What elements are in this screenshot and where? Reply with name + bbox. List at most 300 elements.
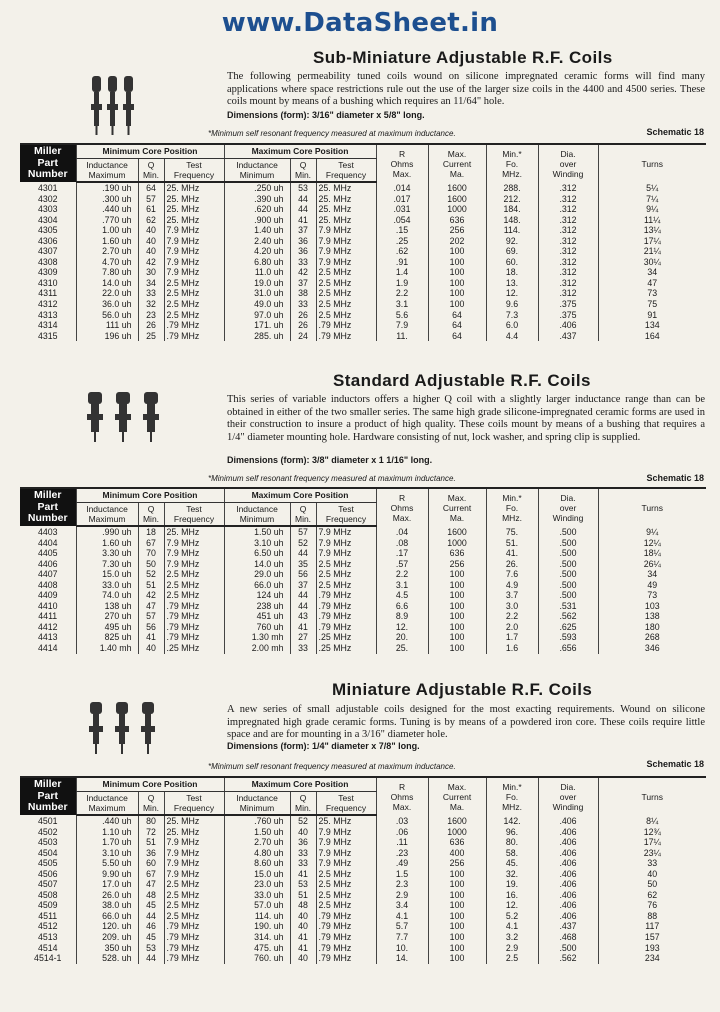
- diameter-cell: .500: [538, 569, 598, 580]
- resistance-ohms-cell: 3.1: [376, 580, 428, 591]
- q-min-max-pos-cell: 37: [290, 580, 316, 591]
- header-test-frequency: [164, 791, 224, 815]
- inductance-min-cell: 57.0 uh: [224, 900, 290, 911]
- self-resonant-freq-cell: 26.: [486, 559, 538, 570]
- part-number-cell: 4411: [38, 611, 58, 622]
- test-frequency-max-pos-cell: .79 MHz: [316, 622, 376, 633]
- diameter-cell: .312: [538, 267, 598, 278]
- header-diameter: [538, 777, 598, 815]
- q-min-max-pos-cell: 26: [290, 320, 316, 331]
- header-part-number: [20, 777, 76, 815]
- table-row: [20, 890, 706, 901]
- q-min-max-pos-cell: 40: [290, 827, 316, 838]
- test-frequency-max-pos-cell: 25. MHz: [316, 815, 376, 827]
- turns-cell: 9¼: [598, 204, 706, 215]
- self-resonant-freq-cell: 7.3: [486, 310, 538, 321]
- part-number-cell: 4413: [37, 632, 58, 643]
- header-text: Miller: [34, 489, 62, 502]
- max-current-cell: 100: [428, 611, 486, 622]
- q-min-max-pos-cell: 40: [290, 953, 316, 964]
- turns-cell: 47: [598, 278, 706, 289]
- inductance-max-cell: 4.70 uh: [76, 257, 138, 268]
- part-number-cell: 4307: [37, 246, 58, 257]
- turns-cell: 18¼: [598, 548, 706, 559]
- turns-cell: 11¼: [598, 215, 706, 226]
- header-text: Max.: [392, 168, 412, 179]
- diameter-cell: .406: [538, 879, 598, 890]
- inductance-min-cell: 238 uh: [224, 601, 290, 612]
- q-min-max-pos-cell: 26: [290, 310, 316, 321]
- header-text: Number: [27, 168, 68, 181]
- header-inductance-max: [76, 791, 138, 815]
- q-min-cell: 44: [138, 953, 164, 964]
- inductance-min-cell: 114. uh: [224, 911, 290, 922]
- header-text: Min.*: [502, 781, 522, 792]
- schematic-ref: Schematic 18: [646, 759, 704, 769]
- inductance-max-cell: .440 uh: [76, 204, 138, 215]
- inductance-max-cell: 3.30 uh: [76, 548, 138, 559]
- q-min-max-pos-cell: 44: [290, 548, 316, 559]
- header-text: R: [398, 781, 406, 792]
- test-frequency-cell: .79 MHz: [164, 622, 224, 633]
- header-text: Dia.: [560, 148, 576, 159]
- turns-cell: 5¼: [598, 182, 706, 194]
- part-number-cell: 4511: [38, 910, 58, 921]
- inductance-min-cell: 97.0 uh: [224, 310, 290, 321]
- part-number-cell: 4313: [37, 309, 58, 320]
- self-resonant-freq-cell: 9.6: [486, 299, 538, 310]
- inductance-max-cell: 36.0 uh: [76, 299, 138, 310]
- test-frequency-cell: 2.5 MHz: [164, 911, 224, 922]
- self-resonant-freq-cell: 58.: [486, 848, 538, 859]
- turns-cell: 134: [598, 320, 706, 331]
- test-frequency-max-pos-cell: 2.5 MHz: [316, 900, 376, 911]
- self-resonant-freq-cell: 2.9: [486, 943, 538, 954]
- max-current-cell: 1600: [428, 815, 486, 827]
- diameter-cell: .562: [538, 953, 598, 964]
- resistance-ohms-cell: 14.: [376, 953, 428, 964]
- part-number-cell: 4414: [37, 643, 58, 654]
- test-frequency-cell: .79 MHz: [164, 953, 224, 964]
- header-text: Inductance: [236, 792, 278, 803]
- inductance-min-cell: 49.0 uh: [224, 299, 290, 310]
- part-number-cell: 4302: [37, 193, 58, 204]
- inductance-min-cell: 124 uh: [224, 590, 290, 601]
- resistance-ohms-cell: .06: [376, 827, 428, 838]
- resistance-ohms-cell: 1.9: [376, 278, 428, 289]
- inductance-max-cell: 15.0 uh: [76, 569, 138, 580]
- inductance-max-cell: .770 uh: [76, 215, 138, 226]
- inductance-min-cell: 6.50 uh: [224, 548, 290, 559]
- resistance-ohms-cell: 25.: [376, 643, 428, 654]
- part-number-cell: 4315: [37, 330, 58, 341]
- turns-cell: 180: [598, 622, 706, 633]
- q-min-max-pos-cell: 53: [290, 182, 316, 194]
- header-text: Min.*: [502, 148, 522, 159]
- diameter-cell: .406: [538, 890, 598, 901]
- max-current-cell: 1000: [428, 827, 486, 838]
- self-resonant-freq-cell: 4.1: [486, 921, 538, 932]
- inductance-max-cell: 196 uh: [76, 331, 138, 342]
- header-text: Frequency: [173, 802, 215, 813]
- diameter-cell: .312: [538, 236, 598, 247]
- test-frequency-max-pos-cell: 7.9 MHz: [316, 848, 376, 859]
- resistance-ohms-cell: 5.6: [376, 310, 428, 321]
- max-current-cell: 1600: [428, 526, 486, 538]
- max-current-cell: 100: [428, 257, 486, 268]
- part-number-cell: 4412: [37, 621, 58, 632]
- header-min-core-position: Minimum Core Position: [76, 488, 224, 502]
- header-text: over: [559, 791, 577, 802]
- diameter-cell: .531: [538, 601, 598, 612]
- part-number-cell: 4310: [37, 277, 58, 288]
- header-text: Frequency: [325, 513, 367, 524]
- inductance-max-cell: 2.70 uh: [76, 246, 138, 257]
- table-row: [20, 943, 706, 954]
- inductance-max-cell: 3.10 uh: [76, 848, 138, 859]
- inductance-max-cell: 5.50 uh: [76, 858, 138, 869]
- part-number-cell: 4314: [37, 320, 58, 331]
- max-current-cell: 202: [428, 236, 486, 247]
- self-resonant-freq-cell: 3.0: [486, 601, 538, 612]
- table-row: [20, 953, 706, 964]
- diameter-cell: .500: [538, 538, 598, 549]
- max-current-cell: 1000: [428, 204, 486, 215]
- resistance-ohms-cell: 10.: [376, 943, 428, 954]
- turns-cell: 33: [598, 858, 706, 869]
- resistance-ohms-cell: 8.9: [376, 611, 428, 622]
- part-number-cell: 4409: [37, 590, 58, 601]
- max-current-cell: 256: [428, 858, 486, 869]
- max-current-cell: 100: [428, 869, 486, 880]
- turns-cell: 23¼: [598, 848, 706, 859]
- q-min-cell: 40: [138, 246, 164, 257]
- turns-cell: 234: [598, 953, 706, 964]
- q-min-cell: 51: [138, 580, 164, 591]
- turns-cell: 50: [598, 879, 706, 890]
- section-title: Miniature Adjustable R.F. Coils: [332, 680, 593, 699]
- diameter-cell: .312: [538, 225, 598, 236]
- inductance-min-cell: 19.0 uh: [224, 278, 290, 289]
- header-text: Number: [27, 801, 68, 814]
- header-text: Test: [338, 503, 354, 514]
- q-min-max-pos-cell: 44: [290, 194, 316, 205]
- inductance-min-cell: 3.10 uh: [224, 538, 290, 549]
- resistance-ohms-cell: 20.: [376, 632, 428, 643]
- header-text: Turns: [641, 791, 663, 802]
- resistance-ohms-cell: .49: [376, 858, 428, 869]
- diameter-cell: .562: [538, 611, 598, 622]
- q-min-cell: 26: [138, 320, 164, 331]
- header-q-min: [138, 791, 164, 815]
- header-min-core-position: Minimum Core Position: [76, 144, 224, 158]
- header-text: over: [559, 158, 577, 169]
- inductance-min-cell: 29.0 uh: [224, 569, 290, 580]
- max-current-cell: 1600: [428, 182, 486, 194]
- q-min-cell: 62: [138, 215, 164, 226]
- q-min-max-pos-cell: 52: [290, 815, 316, 827]
- part-number-cell: 4309: [37, 267, 58, 278]
- test-frequency-cell: 25. MHz: [164, 815, 224, 827]
- turns-cell: 75: [598, 299, 706, 310]
- max-current-cell: 100: [428, 911, 486, 922]
- inductance-min-cell: 4.20 uh: [224, 246, 290, 257]
- resistance-ohms-cell: 11.: [376, 331, 428, 342]
- test-frequency-max-pos-cell: .79 MHz: [316, 320, 376, 331]
- header-text: Inductance: [86, 503, 128, 514]
- self-resonant-freq-cell: 60.: [486, 257, 538, 268]
- max-current-cell: 100: [428, 890, 486, 901]
- resistance-ohms-cell: 4.1: [376, 911, 428, 922]
- header-text: Test: [338, 792, 354, 803]
- q-min-cell: 46: [138, 921, 164, 932]
- schematic-ref: Schematic 18: [646, 127, 704, 137]
- diameter-cell: .468: [538, 932, 598, 943]
- part-number-cell: 4406: [37, 558, 58, 569]
- diameter-cell: .406: [538, 827, 598, 838]
- self-resonant-freq-cell: 75.: [486, 526, 538, 538]
- diameter-cell: .500: [538, 548, 598, 559]
- max-current-cell: 100: [428, 278, 486, 289]
- q-min-cell: 47: [138, 601, 164, 612]
- header-text: MHz.: [502, 168, 522, 179]
- diameter-cell: .406: [538, 911, 598, 922]
- test-frequency-max-pos-cell: 2.5 MHz: [316, 278, 376, 289]
- resistance-ohms-cell: .04: [376, 526, 428, 538]
- part-number-cell: 4505: [37, 858, 58, 869]
- q-min-cell: 32: [138, 299, 164, 310]
- max-current-cell: 100: [428, 943, 486, 954]
- test-frequency-max-pos-cell: 7.9 MHz: [316, 548, 376, 559]
- inductance-min-cell: 760. uh: [224, 953, 290, 964]
- q-min-cell: 40: [138, 225, 164, 236]
- test-frequency-cell: 2.5 MHz: [164, 900, 224, 911]
- header-text: Min.: [142, 169, 160, 180]
- section-intro: A new series of small adjustable coils designed for the most exacting requirements. Wound on silicone impregnated high grade ceramic forms. Tuning is by means of a powdered iron core. These coils require little space and are for mounting in a 3/16" diameter hole.: [227, 704, 705, 741]
- resistance-ohms-cell: 3.4: [376, 900, 428, 911]
- inductance-min-cell: .620 uh: [224, 204, 290, 215]
- inductance-max-cell: 22.0 uh: [76, 288, 138, 299]
- test-frequency-cell: 25. MHz: [164, 182, 224, 194]
- q-min-max-pos-cell: 41: [290, 215, 316, 226]
- diameter-cell: .312: [538, 194, 598, 205]
- resistance-ohms-cell: .031: [376, 204, 428, 215]
- test-frequency-max-pos-cell: 2.5 MHz: [316, 288, 376, 299]
- spec-table: [20, 776, 706, 964]
- resistance-ohms-cell: .11: [376, 837, 428, 848]
- max-current-cell: 100: [428, 601, 486, 612]
- q-min-cell: 36: [138, 848, 164, 859]
- header-text: Fo.: [505, 791, 519, 802]
- max-current-cell: 100: [428, 267, 486, 278]
- header-text: Min.: [142, 513, 160, 524]
- test-frequency-cell: 7.9 MHz: [164, 267, 224, 278]
- test-frequency-cell: 7.9 MHz: [164, 548, 224, 559]
- header-text: Inductance: [86, 792, 128, 803]
- header-text: Q: [299, 159, 307, 170]
- inductance-max-cell: 74.0 uh: [76, 590, 138, 601]
- self-resonant-freq-cell: 80.: [486, 837, 538, 848]
- header-text: Test: [186, 159, 202, 170]
- header-text: Minimum: [239, 169, 275, 180]
- part-number-cell: 4504: [37, 847, 58, 858]
- test-frequency-max-pos-cell: 7.9 MHz: [316, 526, 376, 538]
- max-current-cell: 100: [428, 953, 486, 964]
- diameter-cell: .500: [538, 526, 598, 538]
- turns-cell: 103: [598, 601, 706, 612]
- q-min-cell: 34: [138, 278, 164, 289]
- self-resonant-freq-cell: 4.9: [486, 580, 538, 591]
- diameter-cell: .656: [538, 643, 598, 654]
- inductance-min-cell: .250 uh: [224, 182, 290, 194]
- header-text: Part: [37, 789, 58, 802]
- test-frequency-max-pos-cell: 7.9 MHz: [316, 236, 376, 247]
- self-resonant-freq-cell: 1.7: [486, 632, 538, 643]
- inductance-max-cell: 111 uh: [76, 320, 138, 331]
- test-frequency-cell: .79 MHz: [164, 921, 224, 932]
- test-frequency-max-pos-cell: 7.9 MHz: [316, 538, 376, 549]
- inductance-min-cell: 8.60 uh: [224, 858, 290, 869]
- diameter-cell: .312: [538, 204, 598, 215]
- self-resonant-freq-cell: 212.: [486, 194, 538, 205]
- test-frequency-cell: 7.9 MHz: [164, 538, 224, 549]
- turns-cell: 268: [598, 632, 706, 643]
- inductance-max-cell: .300 uh: [76, 194, 138, 205]
- max-current-cell: 100: [428, 643, 486, 654]
- footnote: *Minimum self resonant frequency measured at maximum inductance.: [208, 474, 456, 483]
- test-frequency-max-pos-cell: 7.9 MHz: [316, 225, 376, 236]
- part-number-cell: 4503: [37, 837, 58, 848]
- part-number-cell: 4501: [37, 815, 58, 826]
- max-current-cell: 1000: [428, 538, 486, 549]
- header-text: Number: [27, 512, 68, 525]
- max-current-cell: 100: [428, 932, 486, 943]
- header-inductance-min: [224, 791, 290, 815]
- resistance-ohms-cell: 2.9: [376, 890, 428, 901]
- turns-cell: 62: [598, 890, 706, 901]
- q-min-max-pos-cell: 36: [290, 236, 316, 247]
- part-number-cell: 4405: [37, 548, 58, 559]
- turns-cell: 73: [598, 590, 706, 601]
- self-resonant-freq-cell: 12.: [486, 900, 538, 911]
- q-min-max-pos-cell: 27: [290, 632, 316, 643]
- test-frequency-cell: 7.9 MHz: [164, 848, 224, 859]
- section-intro: This series of variable inductors offers a higher Q coil with a slightly larger inductance range than can be obtained in either of the two smaller series. The same high grade silicone-impregnated ceramic forms are used in their construction to insure a product of high quality. These coils mount by means of a bushing that requires a 1/4" diameter mounting hole. Hardware consisting of nut, lock washer, and spring clip is supplied.: [227, 394, 705, 443]
- header-text: Inductance: [236, 159, 278, 170]
- turns-cell: 34: [598, 569, 706, 580]
- turns-cell: 17¼: [598, 236, 706, 247]
- test-frequency-cell: 2.5 MHz: [164, 590, 224, 601]
- test-frequency-cell: 2.5 MHz: [164, 310, 224, 321]
- self-resonant-freq-cell: 3.7: [486, 590, 538, 601]
- header-text: R: [398, 148, 406, 159]
- test-frequency-max-pos-cell: 7.9 MHz: [316, 858, 376, 869]
- self-resonant-freq-cell: 7.6: [486, 569, 538, 580]
- max-current-cell: 100: [428, 580, 486, 591]
- q-min-cell: 23: [138, 310, 164, 321]
- inductance-min-cell: 2.40 uh: [224, 236, 290, 247]
- resistance-ohms-cell: .017: [376, 194, 428, 205]
- inductance-max-cell: 14.0 uh: [76, 278, 138, 289]
- test-frequency-max-pos-cell: 25. MHz: [316, 194, 376, 205]
- inductance-min-cell: 2.00 mh: [224, 643, 290, 654]
- part-number-cell: 4506: [37, 868, 58, 879]
- header-text: Maximum: [88, 802, 126, 813]
- q-min-cell: 67: [138, 538, 164, 549]
- table-row: [20, 900, 706, 911]
- header-text: Ohms: [390, 502, 414, 513]
- resistance-ohms-cell: .054: [376, 215, 428, 226]
- q-min-cell: 57: [138, 611, 164, 622]
- self-resonant-freq-cell: 19.: [486, 879, 538, 890]
- test-frequency-max-pos-cell: .79 MHz: [316, 932, 376, 943]
- header-text: Max.: [392, 512, 412, 523]
- part-number-cell: 4404: [37, 537, 58, 548]
- q-min-max-pos-cell: 41: [290, 943, 316, 954]
- test-frequency-max-pos-cell: .79 MHz: [316, 953, 376, 964]
- test-frequency-max-pos-cell: 2.5 MHz: [316, 569, 376, 580]
- turns-cell: 21¼: [598, 246, 706, 257]
- test-frequency-cell: .79 MHz: [164, 632, 224, 643]
- test-frequency-cell: 7.9 MHz: [164, 236, 224, 247]
- inductance-max-cell: 528. uh: [76, 953, 138, 964]
- header-text: Miller: [34, 778, 62, 791]
- header-text: Min.: [294, 513, 312, 524]
- header-text: Winding: [552, 168, 584, 179]
- self-resonant-freq-cell: 148.: [486, 215, 538, 226]
- inductance-min-cell: .390 uh: [224, 194, 290, 205]
- header-current: [428, 777, 486, 815]
- q-min-cell: 45: [138, 900, 164, 911]
- part-number-cell: 4403: [37, 526, 58, 537]
- test-frequency-cell: 25. MHz: [164, 526, 224, 538]
- q-min-cell: 56: [138, 622, 164, 633]
- header-text: Maximum: [88, 169, 126, 180]
- inductance-min-cell: 33.0 uh: [224, 890, 290, 901]
- q-min-cell: 72: [138, 827, 164, 838]
- test-frequency-cell: 7.9 MHz: [164, 559, 224, 570]
- header-test-frequency: [316, 791, 376, 815]
- q-min-cell: 64: [138, 182, 164, 194]
- section-title: Sub-Miniature Adjustable R.F. Coils: [313, 48, 613, 67]
- self-resonant-freq-cell: 96.: [486, 827, 538, 838]
- inductance-min-cell: 451 uh: [224, 611, 290, 622]
- part-number-cell: 4509: [37, 900, 58, 911]
- header-text: Ohms: [390, 158, 414, 169]
- table-row: [20, 921, 706, 932]
- q-min-cell: 48: [138, 890, 164, 901]
- header-max-core-position: Maximum Core Position: [224, 144, 376, 158]
- part-number-cell: 4303: [37, 204, 58, 215]
- max-current-cell: 256: [428, 559, 486, 570]
- test-frequency-cell: .79 MHz: [164, 331, 224, 342]
- q-min-max-pos-cell: 33: [290, 848, 316, 859]
- inductance-max-cell: 38.0 uh: [76, 900, 138, 911]
- header-text: Max.: [392, 801, 412, 812]
- header-max-core-position: Maximum Core Position: [224, 488, 376, 502]
- self-resonant-freq-cell: 32.: [486, 869, 538, 880]
- test-frequency-max-pos-cell: 2.5 MHz: [316, 267, 376, 278]
- dimensions: Dimensions (form): 3/16" diameter x 5/8" long.: [227, 110, 425, 120]
- test-frequency-max-pos-cell: 7.9 MHz: [316, 837, 376, 848]
- test-frequency-max-pos-cell: 2.5 MHz: [316, 890, 376, 901]
- turns-cell: 73: [598, 288, 706, 299]
- q-min-cell: 41: [138, 632, 164, 643]
- test-frequency-cell: 7.9 MHz: [164, 257, 224, 268]
- diameter-cell: .406: [538, 848, 598, 859]
- diameter-cell: .406: [538, 869, 598, 880]
- diameter-cell: .500: [538, 590, 598, 601]
